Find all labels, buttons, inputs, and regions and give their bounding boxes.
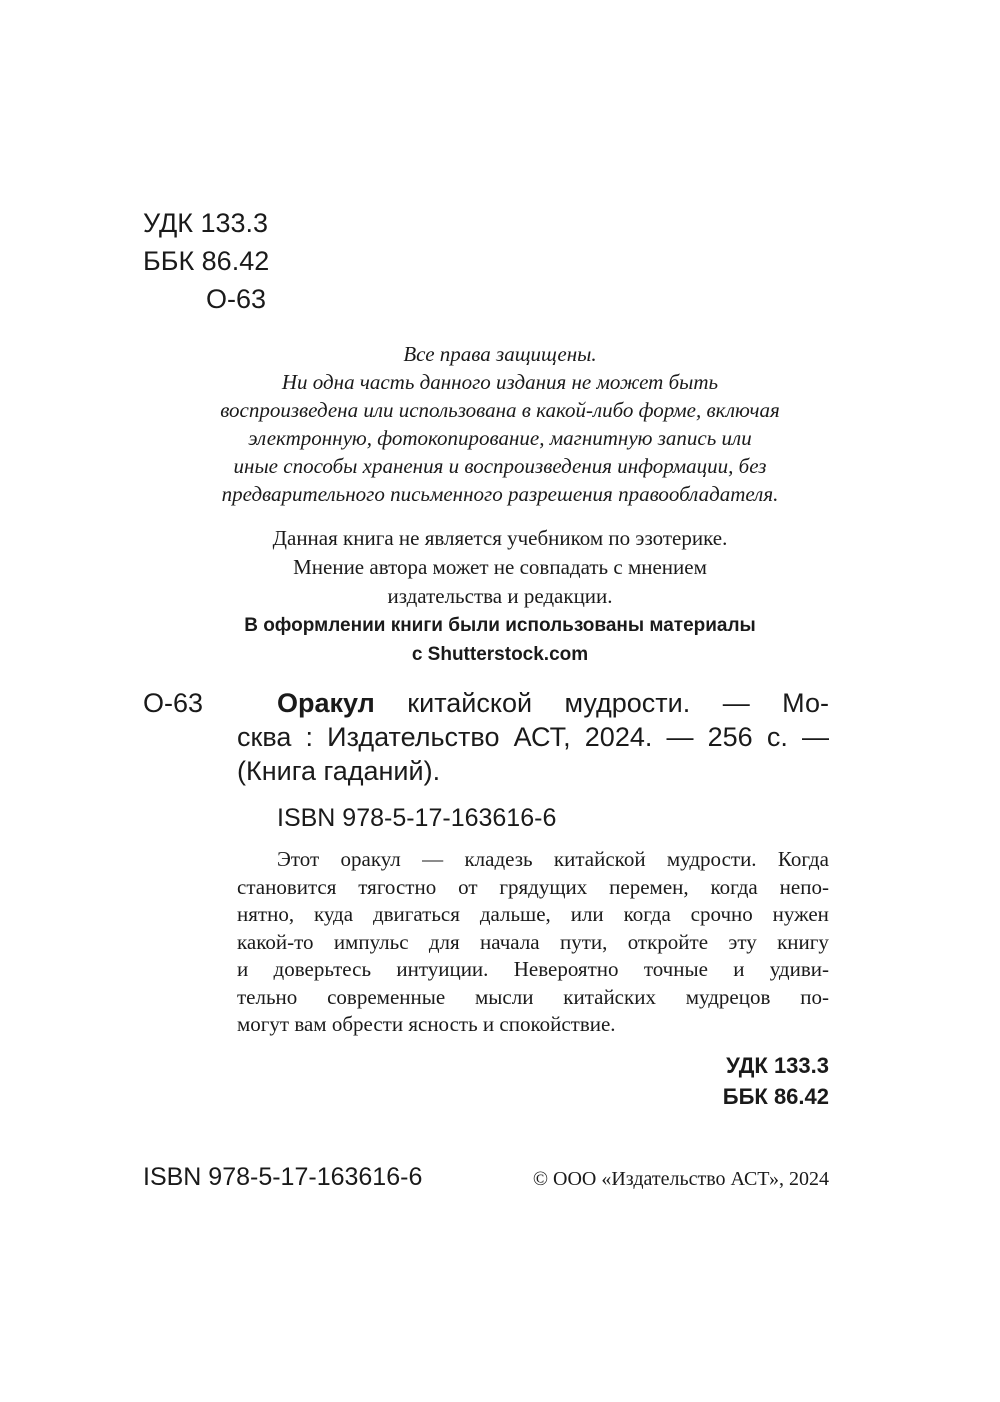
entry-word: с.: [766, 722, 788, 752]
rights-line: Ни одна часть данного издания не может быть: [281, 370, 719, 394]
rights-line: иные способы хранения и воспроизведения информации, без: [233, 454, 767, 478]
annotation-word: перемен,: [609, 874, 689, 899]
footer-isbn: ISBN 978-5-17-163616-6: [143, 1163, 423, 1191]
annotation-word: куда: [313, 902, 354, 926]
entry-word: —: [802, 722, 829, 752]
annotation-word: от: [458, 874, 478, 899]
entry-word: мудрости.: [564, 688, 691, 718]
annotation-word: Этот: [277, 847, 320, 871]
annotation-word: нятно,: [237, 902, 295, 926]
annotation-word: эту: [728, 929, 757, 954]
annotation-line: [237, 874, 829, 902]
annotation-line: [237, 846, 829, 874]
annotation-word: мудрецов: [685, 984, 771, 1009]
entry-word: сква: [237, 722, 292, 752]
annotation-word: или: [570, 902, 604, 926]
disclaimer-line: Данная книга не является учебником по эзотерике.: [272, 526, 728, 550]
annotation-line: [237, 984, 829, 1012]
annotation-word: двигаться: [372, 902, 460, 926]
bbk-code-bold: ББК 86.42: [722, 1084, 829, 1109]
annotation-word: Невероятно: [513, 957, 619, 981]
entry-word: Мо-: [782, 688, 829, 718]
catalog-entry: [237, 686, 829, 788]
annotation-word: нужен: [772, 902, 829, 926]
annotation-line: [237, 956, 829, 984]
annotation-word: мудрости.: [666, 847, 757, 871]
annotation-line: [237, 1011, 829, 1039]
annotation-word: и: [237, 957, 249, 981]
annotation-word: китайских: [563, 984, 656, 1009]
annotation-word: пути,: [559, 929, 608, 954]
annotation-word: импульс: [333, 929, 409, 954]
udk-code-bold: УДК 133.3: [726, 1053, 829, 1078]
entry-line-2: [237, 720, 829, 754]
rights-line: воспроизведена или использована в какой-либо форме, включая: [220, 398, 780, 422]
annotation-word: становится: [237, 874, 337, 899]
entry-word: Издательство: [327, 722, 500, 752]
rights-line: предварительного письменного разрешения правообладателя.: [221, 482, 779, 506]
udk-code: УДК 133.3: [143, 208, 269, 238]
annotation-word: грядущих: [499, 874, 588, 899]
materials-line: В оформлении книги были использованы материалы: [244, 615, 756, 636]
entry-word: :: [305, 722, 314, 752]
annotation-line: [237, 901, 829, 929]
entry-word: китайской: [407, 688, 533, 718]
annotation-word: точные: [643, 957, 708, 981]
annotation-word: откройте: [627, 929, 709, 954]
annotation-word: когда: [623, 902, 671, 926]
disclaimer-block: [120, 524, 880, 669]
annotation-word: могут вам обрести ясность и спокойствие.: [237, 1012, 616, 1036]
annotation: [237, 846, 829, 1039]
annotation-word: и: [733, 957, 745, 981]
rights-line: Все права защищены.: [403, 342, 597, 366]
annotation-word: тягостно: [358, 874, 437, 899]
annotation-word: непо-: [779, 874, 829, 899]
rights-notice: [120, 340, 880, 508]
annotation-word: дальше,: [479, 902, 551, 926]
annotation-word: китайской: [553, 847, 646, 871]
entry-line-3: (Книга гаданий).: [237, 756, 441, 786]
bbk-code: ББК 86.42: [143, 246, 270, 276]
rights-line: электронную, фотокопирование, магнитную запись или: [248, 426, 752, 450]
annotation-word: интуиции.: [396, 957, 489, 981]
annotation-word: Когда: [777, 847, 829, 871]
entry-word: АСТ,: [513, 722, 571, 752]
book-title: Оракул: [277, 688, 375, 718]
entry-word: —: [722, 688, 750, 718]
entry-word: 256: [707, 722, 753, 752]
entry-isbn: ISBN 978-5-17-163616-6: [277, 804, 557, 832]
annotation-word: когда: [710, 874, 758, 899]
annotation-word: современные: [327, 984, 446, 1009]
entry-line-1: [237, 686, 829, 720]
author-mark: О-63: [206, 284, 267, 314]
annotation-word: доверьтесь: [273, 957, 372, 981]
annotation-word: мысли: [475, 984, 534, 1009]
entry-author-mark: О-63: [143, 688, 204, 718]
annotation-word: книгу: [777, 929, 829, 954]
entry-word: —: [666, 722, 694, 752]
annotation-word: тельно: [237, 984, 298, 1009]
annotation-word: —: [422, 847, 444, 871]
materials-line: с Shutterstock.com: [411, 644, 589, 665]
annotation-word: по-: [800, 984, 829, 1009]
disclaimer-line: Мнение автора может не совпадать с мнением: [293, 555, 707, 579]
annotation-word: удиви-: [769, 957, 829, 981]
annotation-line: [237, 929, 829, 957]
annotation-word: для: [428, 929, 460, 954]
entry-word: 2024.: [584, 722, 653, 752]
copyright: © ООО «Издательство АСТ», 2024: [532, 1168, 829, 1190]
annotation-word: кладезь: [464, 847, 533, 871]
classification-codes: [723, 1050, 829, 1112]
disclaimer-line: издательства и редакции.: [387, 584, 613, 608]
annotation-word: оракул: [340, 847, 401, 871]
annotation-word: какой-то: [237, 929, 314, 954]
annotation-word: срочно: [690, 902, 753, 926]
annotation-word: начала: [480, 929, 540, 954]
